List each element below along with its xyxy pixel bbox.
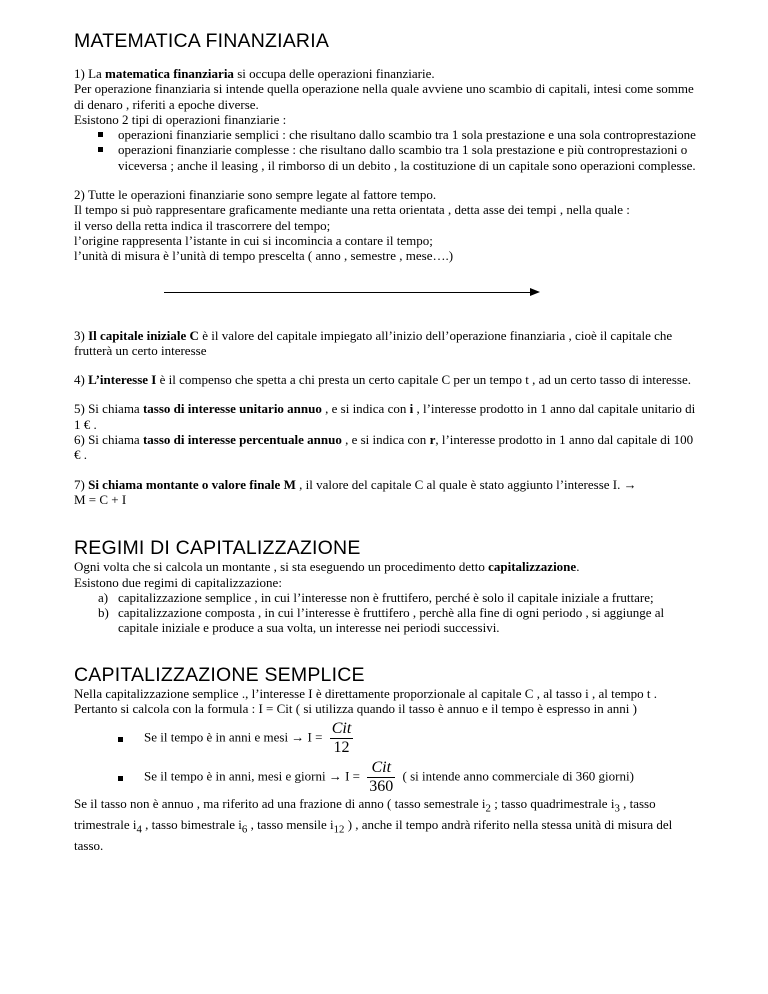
semplice-section (74, 686, 698, 854)
list-marker: b) (98, 605, 109, 621)
section-5-text: , l’interesse prodotto in 1 anno dal capitale unitario di 1 € . (74, 401, 696, 432)
formula-anni-mesi (74, 720, 698, 757)
rate-text: Se il tasso non è annuo , ma riferito ad una frazione di anno ( tasso semestrale i (74, 796, 486, 812)
formula-anni-mesi-giorni (74, 759, 698, 796)
regimi-count: Esistono due regimi di capitalizzazione: (74, 574, 282, 590)
section-7-number: 7) (74, 476, 89, 492)
section-5 (74, 401, 698, 432)
fraction (367, 759, 395, 796)
fraction-denominator: 360 (369, 778, 394, 796)
formula-label: Se il tempo è in anni, mesi e giorni → I = (144, 768, 364, 784)
section-6-text: , l’interesse prodotto in 1 anno dal capitale di 100 € . (74, 432, 694, 463)
semplice-title: CAPITALIZZAZIONE SEMPLICE (74, 663, 365, 686)
regimi-intro-text: Ogni volta che si calcola un montante , si sta eseguendo un procedimento detto (74, 559, 489, 575)
section-5-text: 5) Si chiama (74, 401, 143, 417)
regimi-list (74, 590, 698, 636)
list-item (98, 590, 698, 605)
regimi-section (74, 559, 698, 635)
section-1 (74, 66, 698, 173)
section-1-number: 1) La (74, 66, 106, 81)
section-6-text: , e si indica con (341, 432, 430, 448)
regimi-title: REGIMI DI CAPITALIZZAZIONE (74, 537, 361, 560)
section-5-6 (74, 401, 698, 462)
rate-text: ; tasso quadrimestrale i (490, 796, 615, 812)
page-title: MATEMATICA FINANZIARIA (74, 30, 330, 52)
section-6-term: tasso di interesse percentuale annuo (142, 432, 342, 448)
rate-text: , tasso trimestrale i (74, 796, 656, 833)
section-4-number: 4) (74, 372, 89, 388)
subscript: 4 (136, 823, 142, 836)
capitalizzazione-term: capitalizzazione (488, 559, 577, 575)
section-2-line: 2) Tutte le operazioni finanziarie sono sempre legate al fattore tempo. (74, 187, 437, 203)
formula-note: ( si intende anno commerciale di 360 giorni) (399, 768, 634, 784)
arrow-head-icon (530, 288, 540, 296)
subscript: 12 (333, 823, 345, 836)
semplice-intro: Nella capitalizzazione semplice ., l’interesse I è direttamente proporzionale al capitale C , al tasso i , al tempo t . Pertanto si calcola con la formula : I = Cit ( si utilizza quando il tasso è annuo e il tempo è espresso in anni ) (74, 685, 657, 717)
fraction-numerator: Cit (331, 720, 352, 738)
list-item-text: capitalizzazione composta , in cui l’interesse è fruttifero , perchè alla fine di ogni periodo , si aggiunge al capitale iniziale e produce a sua volta, un interesse nei periodi successivi. (118, 605, 665, 636)
bullet-icon (118, 776, 123, 781)
time-axis-line (164, 292, 532, 293)
rate-text: , tasso bimestrale i (141, 817, 242, 833)
section-4-term: L’interesse I (88, 372, 157, 388)
section-1-term: matematica finanziaria (105, 66, 234, 81)
section-1-types-intro: Esistono 2 tipi di operazioni finanziarie : (74, 111, 287, 127)
section-3 (74, 328, 698, 359)
list-item (98, 605, 698, 636)
regimi-intro-period: . (576, 559, 580, 575)
bullet-icon (118, 737, 123, 742)
section-7-term: Si chiama montante o valore finale M (88, 476, 296, 492)
section-2-line: Il tempo si può rappresentare graficamente mediante una retta orientata , detta asse dei tempi , nella quale : (74, 202, 630, 218)
subscript: 2 (485, 802, 491, 815)
section-3-number: 3) (74, 327, 89, 343)
subscript: 6 (241, 823, 248, 836)
regimi-intro (74, 559, 698, 574)
section-3-rest: è il valore del capitale impiegato all’inizio dell’operazione finanziaria , cioè il capitale che frutterà un certo interesse (74, 327, 673, 358)
rate-text: ) , anche il tempo andrà riferito nella stessa unità di misura del tasso. (74, 817, 673, 854)
section-7-rest: , il valore del capitale C al quale è stato aggiunto l’interesse I. → (295, 476, 637, 492)
section-2-line: l’origine rappresenta l’istante in cui si incomincia a contare il tempo; (74, 232, 433, 248)
section-4 (74, 372, 698, 387)
time-axis-diagram (74, 274, 698, 310)
list-item: operazioni finanziarie semplici : che risultano dallo scambio tra 1 sola prestazione e una sola controprestazione (118, 127, 698, 142)
section-5-term: tasso di interesse unitario annuo (142, 401, 322, 417)
semplice-rate-note (74, 796, 698, 853)
list-item-text: capitalizzazione semplice , in cui l’interesse non è fruttifero, perché è solo il capitale iniziale a fruttare; (118, 589, 654, 605)
section-6 (74, 432, 698, 463)
list-item: operazioni finanziarie complesse : che risultano dallo scambio tra 1 sola prestazione e più controprestazioni o viceversa ; anche il leasing , il rimborso di un debito , la costituzione di un capitale sono operazioni complesse. (118, 142, 698, 173)
section-2-line: l’unità di misura è l’unità di tempo prescelta ( anno , semestre , mese….) (74, 248, 454, 264)
section-1-rest: si occupa delle operazioni finanziarie. (233, 66, 435, 81)
formula-label: Se il tempo è in anni e mesi → I = (144, 729, 326, 745)
section-5-text: , e si indica con (321, 401, 410, 417)
section-2-line: il verso della retta indica il trascorrere del tempo; (74, 217, 331, 233)
list-marker: a) (98, 589, 109, 605)
section-3-term: Il capitale iniziale C (88, 327, 199, 343)
section-1-intro (74, 66, 698, 81)
section-7 (74, 477, 698, 508)
section-1-definition: Per operazione finanziaria si intende quella operazione nella quale avviene uno scambio di capitali, intesi come somme di denaro , riferiti a epoche diverse. (74, 81, 694, 112)
fraction (330, 720, 354, 757)
rate-text: , tasso mensile i (247, 817, 334, 833)
section-6-symbol: r (429, 432, 436, 448)
section-4-rest: è il compenso che spetta a chi presta un certo capitale C per un tempo t , ad un certo tasso di interesse. (156, 372, 691, 388)
fraction-numerator: Cit (367, 759, 395, 778)
section-6-text: 6) Si chiama (74, 432, 143, 448)
section-5-symbol: i (409, 401, 414, 417)
operation-types-list (74, 127, 698, 173)
subscript: 3 (614, 802, 620, 815)
montante-formula: M = C + I (74, 491, 127, 507)
fraction-denominator: 12 (333, 739, 350, 757)
section-7-definition (74, 477, 698, 492)
section-2 (74, 187, 698, 263)
